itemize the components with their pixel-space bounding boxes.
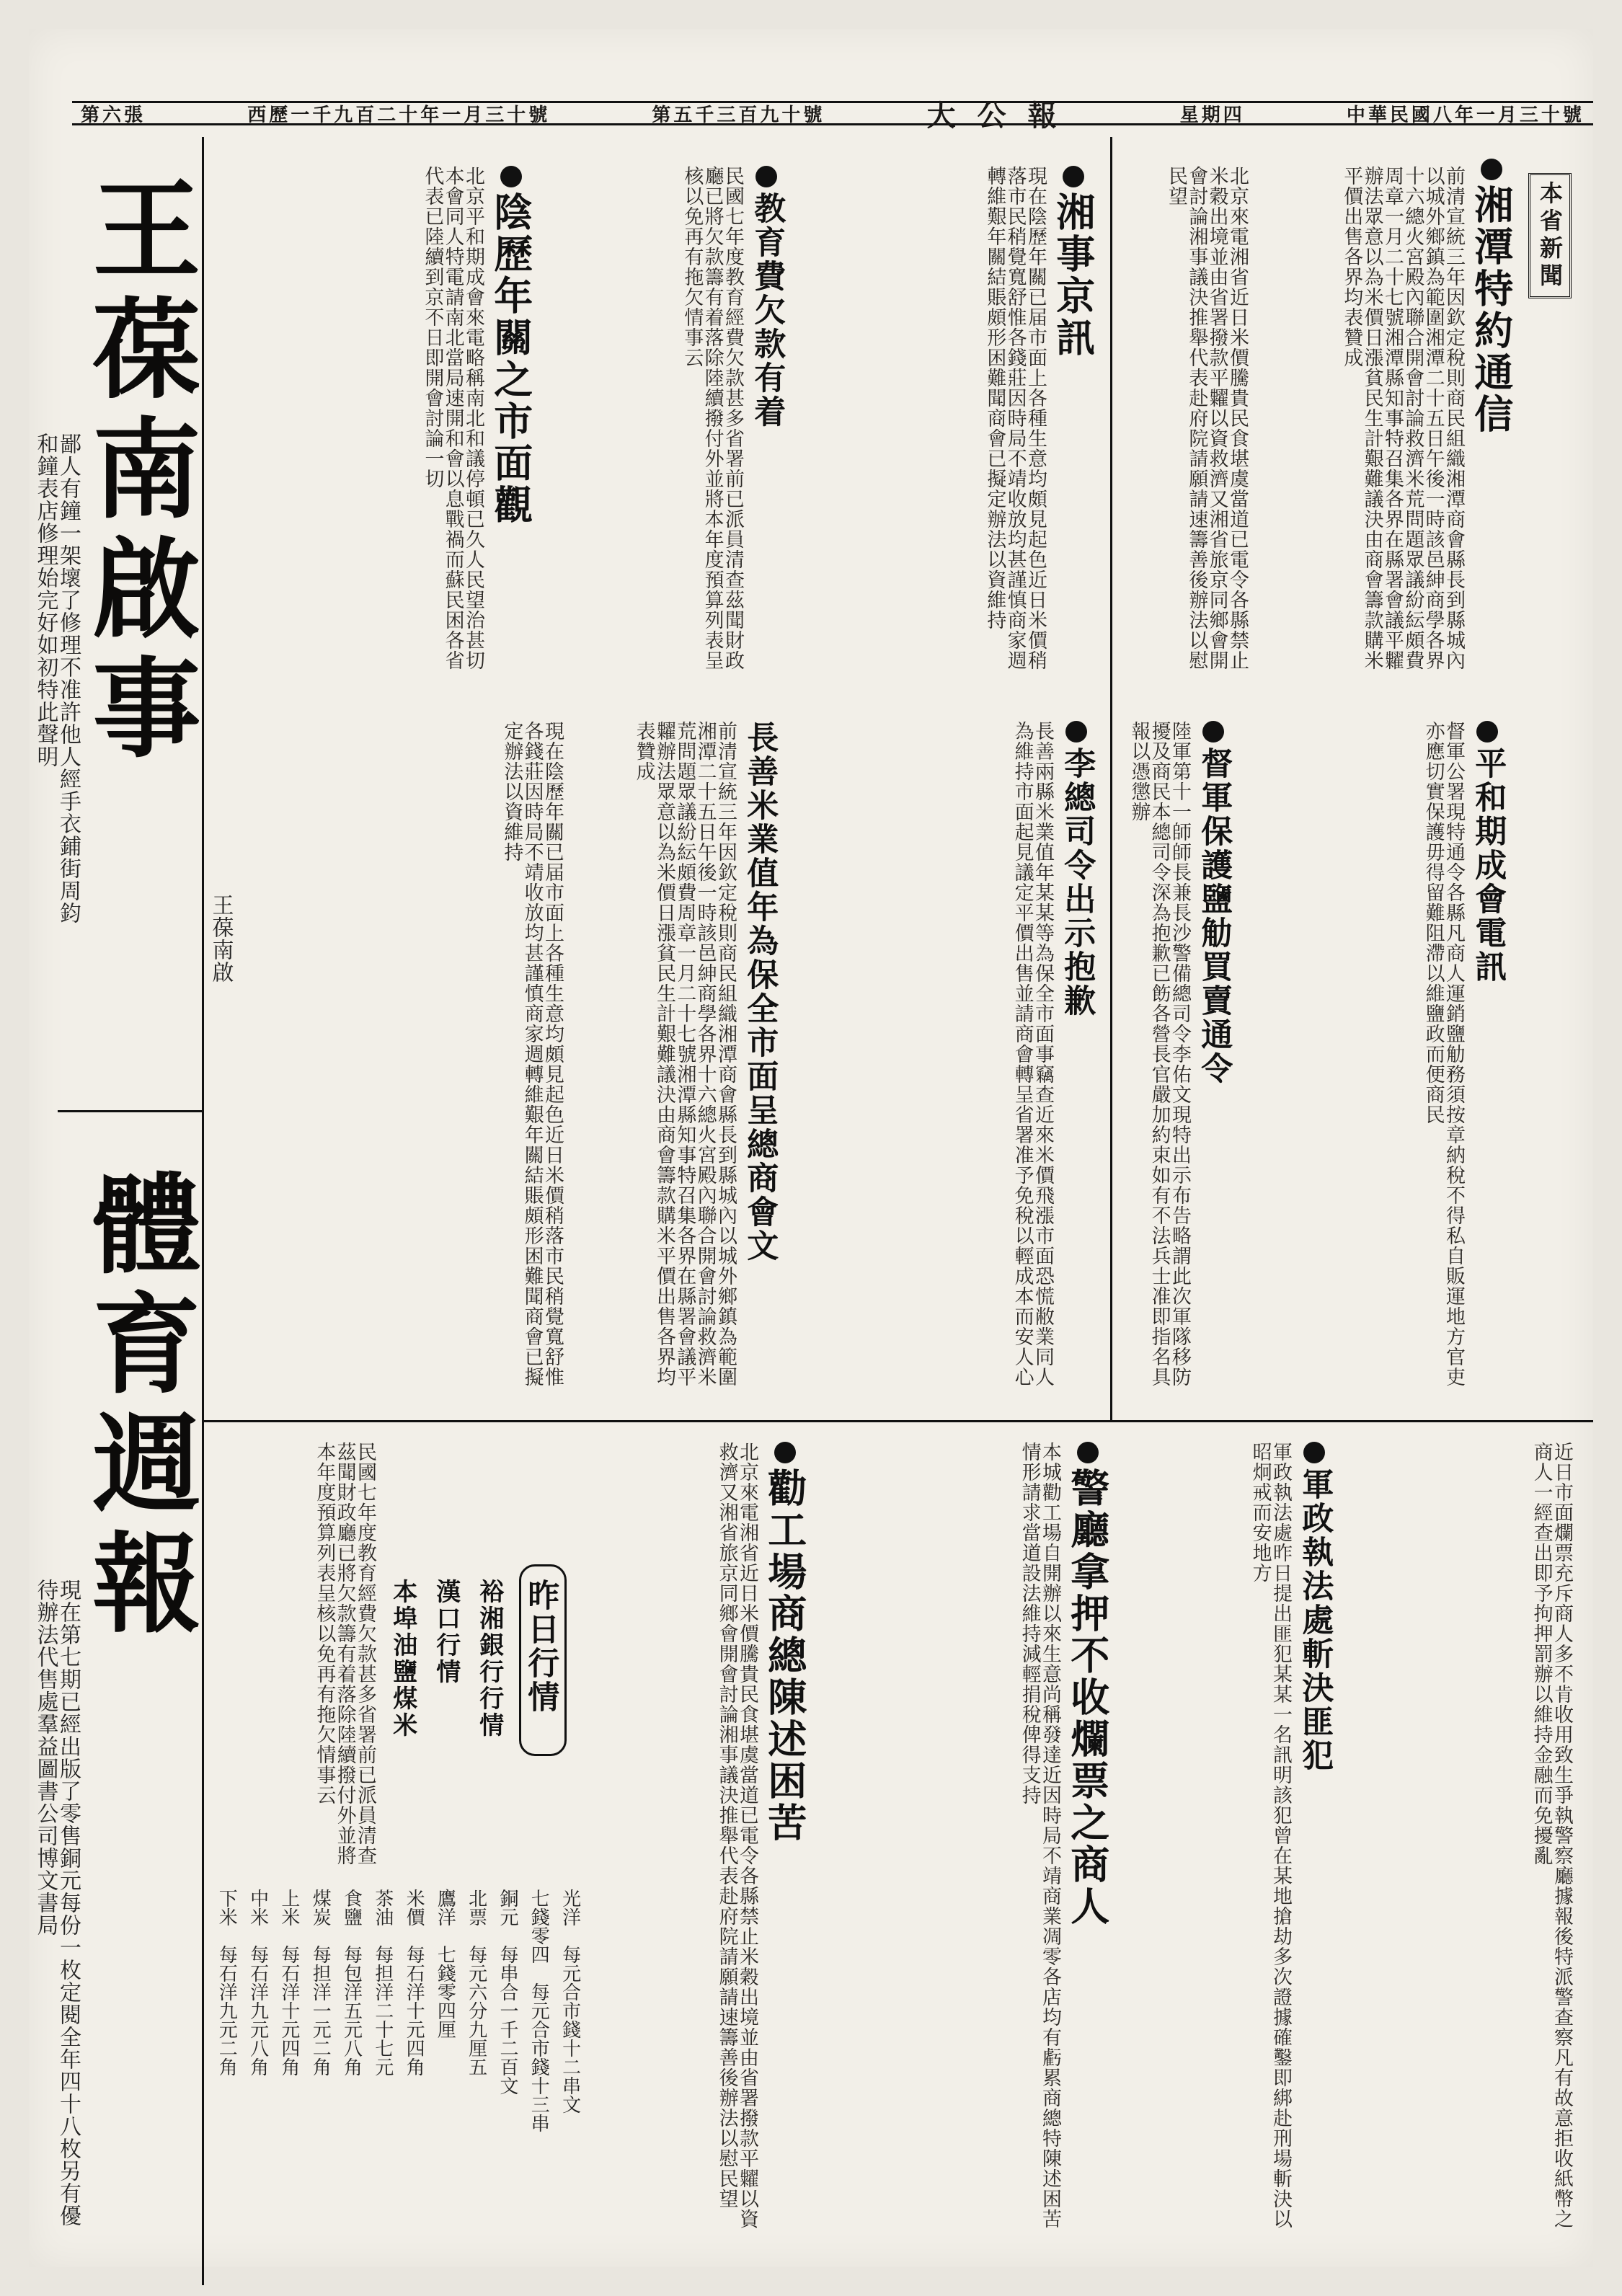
article-xiangtan-cont: 北京來電湘省近日米價騰貴民食堪虞當道已電令各縣禁止米穀出境並由省署撥款平糶以資救濟又湘省旅京同鄉會開會討論湘事議決推舉代表赴府院請願請速籌善後辦法以慰民望 xyxy=(1164,166,1249,670)
ad-wang-signature: 王葆南啟 xyxy=(208,894,234,983)
section-tag-local: 本省新聞 xyxy=(1528,173,1572,298)
market-row xyxy=(216,1889,236,2132)
masthead-issue: 第五千三百九十號 xyxy=(652,104,825,126)
market-row xyxy=(466,1889,485,2132)
article-military: 軍政執法處昨日提出匪犯某某一名訊明該犯曾在某地搶劫多次證據確鑿即綁赴刑場斬決以昭炯戒而安地方 xyxy=(1249,1442,1292,2229)
market-row xyxy=(340,1889,363,2132)
headline-dujun xyxy=(1195,721,1233,1225)
masthead-section: 第六張 xyxy=(81,104,146,126)
headline-yuanli xyxy=(487,166,534,569)
headline-labor-text: 勸工場商總陳述困苦 xyxy=(761,1468,808,1844)
market-row xyxy=(309,1889,332,2132)
article-li: 長善兩縣米業值年某某等為保全市面事竊查近來米價飛漲市面恐慌敝業同人為維持市面起見議定平價出售並請商會轉呈省署准予免稅以輕成本而安人心 xyxy=(1011,721,1054,1387)
market-value: 每石洋十元四角 xyxy=(278,1945,300,2076)
bullet-icon xyxy=(755,166,777,187)
masthead-weekday: 星期四 xyxy=(1179,104,1245,126)
market-table xyxy=(216,1889,580,2132)
market-row xyxy=(279,1889,298,2132)
newspaper-page xyxy=(29,29,1593,2267)
bank-title: 裕湘銀行行情 xyxy=(474,1579,504,1739)
headline-labor xyxy=(761,1442,808,1845)
market-value: 每元合市錢十三串 xyxy=(528,1982,550,2132)
market-row xyxy=(247,1889,267,2132)
market-row xyxy=(497,1889,517,2132)
headline-rice: 長善米業值年為保全市面呈總商會文 xyxy=(741,721,779,1263)
market-title: 昨日行情 xyxy=(522,1579,559,1714)
masthead-title: 大公報 xyxy=(926,98,1078,133)
ad-wang-title: 王葆南啟事 xyxy=(74,173,200,771)
headline-police-text: 警廳拿押不收爛票之商人 xyxy=(1064,1468,1111,1928)
market-value: 每元六分九厘五 xyxy=(465,1945,487,2076)
market-row xyxy=(528,1889,548,2132)
hankou-title: 漢口行情 xyxy=(431,1579,461,1685)
market-value: 每包洋五元八角 xyxy=(340,1945,363,2076)
market-row xyxy=(559,1889,579,2132)
headline-heping-text: 平和期成會電訊 xyxy=(1469,747,1507,984)
article-bottom-left: 民國七年度教育經費欠款甚多省署前已派員清查茲聞財政廳已將欠款籌有着落除陸續撥付外並將本年度預算列表呈核以免再有拖欠情事云 xyxy=(313,1442,376,1866)
bullet-icon xyxy=(1077,1442,1099,1463)
headline-xiangtan-text: 湘潭特約通信 xyxy=(1468,185,1515,435)
headline-li xyxy=(1058,721,1096,1096)
headline-yuanli-text: 陰歷年關之市面觀 xyxy=(487,192,534,526)
headline-xiangshi xyxy=(1052,166,1094,598)
market-label: 下米 xyxy=(216,1889,238,1926)
bullet-icon xyxy=(1202,721,1224,743)
market-value: 每石洋九元八角 xyxy=(247,1945,269,2076)
bullet-icon xyxy=(1065,721,1087,743)
headline-dujun-text: 督軍保護鹽觔買賣通令 xyxy=(1195,747,1233,1086)
market-row xyxy=(404,1889,423,2132)
article-bottom-1: 近日市面爛票充斥商人多不肯收用致生爭執警察廳據報後特派警查察凡有故意拒收紙幣之商人一經查出即予拘押罰辦以維持金融而免擾亂 xyxy=(1530,1442,1573,2229)
headline-military-text: 軍政執法處斬決匪犯 xyxy=(1296,1468,1334,1773)
row-rule xyxy=(202,1420,1593,1422)
market-value: 每石洋十元四角 xyxy=(403,1945,425,2076)
market-label: 七錢零四 xyxy=(528,1889,550,1964)
headline-military xyxy=(1296,1442,1334,1845)
market-label: 北票 xyxy=(465,1889,487,1926)
market-label: 食鹽 xyxy=(340,1889,363,1926)
market-value: 每担洋二十七元 xyxy=(371,1945,394,2076)
market-value: 每串合一千二百文 xyxy=(496,1945,518,2095)
article-xiangshi: 現在陰歷年關已届市面上各種生意均頗見起色近日米價稍落市民稍覺寬舒惟各錢莊因時局不靖收放均甚謹慎商家週轉維艱年關結賬頗形困難聞商會已擬定辦法以資維持 xyxy=(983,166,1047,670)
market-label: 上米 xyxy=(278,1889,300,1926)
headline-li-text: 李總司令出示抱歉 xyxy=(1058,747,1096,1018)
market-label: 米價 xyxy=(403,1889,425,1926)
bullet-icon xyxy=(500,166,522,187)
market-value: 每担洋一元二角 xyxy=(309,1945,332,2076)
market-value: 每石洋九元二角 xyxy=(216,1945,238,2076)
masthead xyxy=(72,98,1593,133)
market-label: 銅元 xyxy=(496,1889,518,1926)
market-label: 茶油 xyxy=(371,1889,394,1926)
column-rule xyxy=(1110,137,1112,1420)
oil-title: 本埠油鹽煤米 xyxy=(388,1579,417,1739)
bullet-icon xyxy=(774,1442,796,1463)
masthead-western-date: 西歷一千九百二十年一月三十號 xyxy=(247,104,551,126)
headline-heping xyxy=(1469,721,1507,1153)
headline-xiangtan xyxy=(1468,159,1515,562)
market-value: 七錢零四厘 xyxy=(434,1945,456,2039)
headline-police xyxy=(1064,1442,1111,2004)
row-rule xyxy=(58,1110,202,1112)
bullet-icon xyxy=(1063,166,1084,187)
article-xiangtan: 前清宣統三年因欽定稅則商民組織湘潭商會縣長到縣城內以城外鄉鎮為範圍湘潭二十五日午後一時該邑紳商學各界十六總火宮殿內聯合開會討論救濟米荒問題眾議紛紜頗費周章一月二十七號湘潭縣知事特召集各界在縣署會議平糶辦法眾意以為米價日漲貧民生計艱難議決由商會籌款購米平價出售各界均表贊成 xyxy=(1340,166,1465,670)
market-value: 每元合市錢十二串文 xyxy=(559,1945,581,2114)
headline-education-text: 教育費欠款有着 xyxy=(748,192,786,429)
market-row xyxy=(371,1889,394,2132)
ad-weekly-title: 體育週報 xyxy=(74,1168,200,1646)
bullet-icon xyxy=(1303,1442,1325,1463)
ad-wang-text: 鄙人有鐘一架壞了修理不准許他人經手衣鋪街周鈞和鐘表店修理始完好如初特此聲明 xyxy=(32,433,81,924)
market-row xyxy=(435,1889,454,2132)
column-rule xyxy=(202,137,204,2285)
market-label: 光洋 xyxy=(559,1889,581,1926)
masthead-republic-date: 中華民國八年一月三十號 xyxy=(1346,104,1585,126)
article-dujun: 陸軍第十一師師長兼長沙警備總司令李佑文現特出示布告略謂此次軍隊移防擾及商民本總司令深為抱歉已飭各營長官嚴加約束如有不法兵士准即指名具報以憑懲辦 xyxy=(1127,721,1191,1387)
bullet-icon xyxy=(1476,721,1498,743)
article-labor: 北京來電湘省近日米價騰貴民食堪虞當道已電令各縣禁止米穀出境並由省署撥款平糶以資救濟又湘省旅京同鄉會開會討論湘事議決推舉代表赴府院請願請速籌善後辦法以慰民望 xyxy=(715,1442,758,2229)
headline-xiangshi-text: 湘事京訊 xyxy=(1050,192,1096,359)
article-rice: 前清宣統三年因欽定稅則商民組織湘潭商會縣長到縣城內以城外鄉鎮為範圍湘潭二十五日午後一時該邑紳商學各界十六總火宮殿內聯合開會討論救濟米荒問題眾議紛紜頗費周章一月二十七號湘潭縣知事特召集各界在縣署會議平糶辦法眾意以為米價日漲貧民生計艱難議決由商會籌款購米平價出售各界均表贊成 xyxy=(632,721,737,1387)
article-yuanli: 北京平和期成會來電略稱南北和議停頓已久人民望治甚切本會同人特電請南北當局速開和會以息戰禍而蘇民困各省代表已陸續到京不日即開會討論一切 xyxy=(421,166,484,670)
market-label: 煤炭 xyxy=(309,1889,332,1926)
market-label: 鷹洋 xyxy=(434,1889,456,1926)
headline-education xyxy=(748,166,786,569)
article-heping: 督軍公署現特通令各縣凡商人運銷鹽觔務須按章納稅不得私自販運地方官吏亦應切實保護毋得留難阻滯以維鹽政而便商民 xyxy=(1422,721,1465,1387)
ad-weekly-text: 現在第七期已經出版了零售銅元每份一枚定閱全年四十八枚另有優待辦法代售處羣益圖書公司博文書局 xyxy=(32,1579,81,2227)
article-police: 本城勸工場自開辦以來生意尚稱發達近因時局不靖商業凋零各店均有虧累商總特陳述困苦情形請求當道設法維持減輕捐稅俾得支持 xyxy=(1018,1442,1061,2229)
article-education: 民國七年度教育經費欠款甚多省署前已派員清查茲聞財政廳已將欠款籌有着落除陸續撥付外並將本年度預算列表呈核以免再有拖欠情事云 xyxy=(681,166,744,670)
bullet-icon xyxy=(1481,159,1502,180)
article-misc-1: 現在陰歷年關已届市面上各種生意均頗見起色近日米價稍落市民稍覺寬舒惟各錢莊因時局不靖收放均甚謹慎商家週轉維艱年關結賬頗形困難聞商會已擬定辦法以資維持 xyxy=(500,721,564,1387)
market-label: 中米 xyxy=(247,1889,269,1926)
